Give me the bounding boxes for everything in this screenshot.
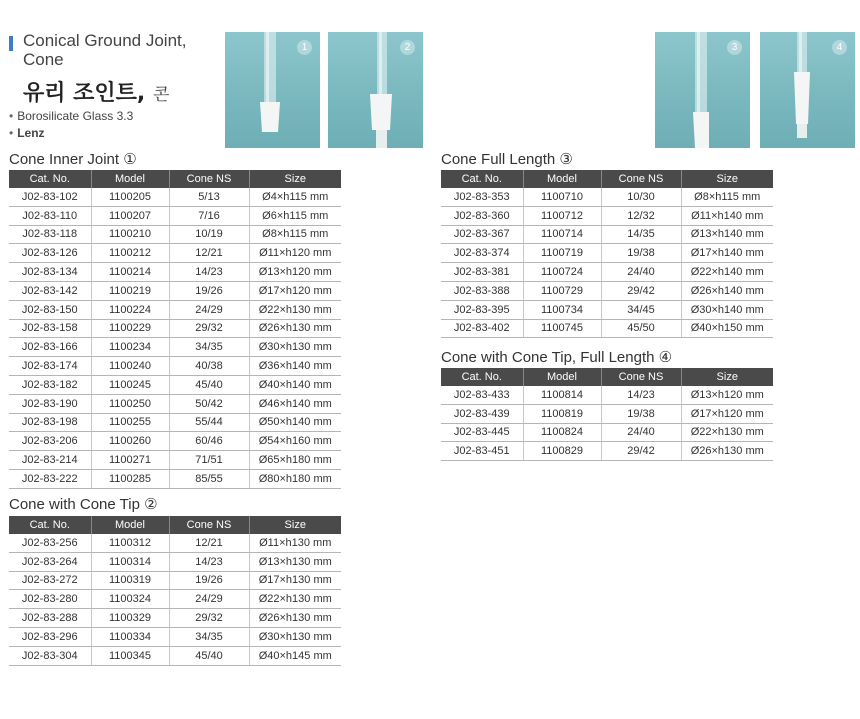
cell-model: 1100724 [523,263,601,282]
table-row [441,188,773,206]
cell-model: 1100319 [91,571,169,590]
cone-tip-table [9,516,341,666]
col-header-cat-no: Cat. No. [9,516,91,534]
cell-size: Ø26×h140 mm [681,281,773,300]
cell-cone-ns: 12/21 [169,534,249,552]
cell-cat-no: J02-83-374 [441,244,523,263]
cell-model: 1100324 [91,590,169,609]
table-row [441,225,773,244]
product-photo-1 [225,32,320,148]
cell-model: 1100712 [523,206,601,225]
spec-material-text: Borosilicate Glass 3.3 [17,109,134,123]
cell-model: 1100329 [91,609,169,628]
product-photo-2 [328,32,423,148]
cell-model: 1100710 [523,188,601,206]
product-photo-3 [655,32,750,148]
table-row [9,300,341,319]
table-row [9,469,341,488]
cell-size: Ø11×h140 mm [681,206,773,225]
cell-cone-ns: 10/19 [169,225,249,244]
cell-model: 1100345 [91,646,169,665]
cell-size: Ø46×h140 mm [249,394,341,413]
table-row [9,432,341,451]
bullet-icon: • [9,126,14,140]
cell-size: Ø8×h115 mm [681,188,773,206]
cell-size: Ø17×h120 mm [249,281,341,300]
cell-model: 1100234 [91,338,169,357]
cell-cone-ns: 14/23 [601,386,681,404]
cell-cone-ns: 45/40 [169,375,249,394]
cell-cat-no: J02-83-118 [9,225,91,244]
cell-cone-ns: 85/55 [169,469,249,488]
cell-model: 1100824 [523,423,601,442]
cell-cone-ns: 29/32 [169,319,249,338]
col-header-cone-ns: Cone NS [169,516,249,534]
cell-model: 1100240 [91,357,169,376]
spec-brand-text: Lenz [17,126,45,140]
title-accent-bar [9,36,13,51]
cell-size: Ø22×h130 mm [249,300,341,319]
cell-cone-ns: 14/35 [601,225,681,244]
cell-cat-no: J02-83-190 [9,394,91,413]
cell-cone-ns: 24/29 [169,300,249,319]
cell-cat-no: J02-83-142 [9,281,91,300]
full-length-table [441,170,773,338]
cell-cat-no: J02-83-433 [441,386,523,404]
section-title-inner-joint: Cone Inner Joint ① [9,151,137,168]
cell-cone-ns: 29/32 [169,609,249,628]
table-row [9,646,341,665]
cell-cone-ns: 19/26 [169,281,249,300]
table-row [441,319,773,338]
cell-cat-no: J02-83-360 [441,206,523,225]
cell-model: 1100212 [91,244,169,263]
product-photo-4 [760,32,855,148]
spec-brand [9,126,45,140]
cell-cat-no: J02-83-451 [441,442,523,461]
cell-cat-no: J02-83-206 [9,432,91,451]
cell-cone-ns: 24/40 [601,263,681,282]
cell-cat-no: J02-83-174 [9,357,91,376]
cell-size: Ø30×h130 mm [249,338,341,357]
cell-size: Ø13×h120 mm [249,263,341,282]
col-header-size: Size [681,170,773,188]
section-title-full-length: Cone Full Length ③ [441,151,573,168]
cell-size: Ø80×h180 mm [249,469,341,488]
cell-cone-ns: 45/40 [169,646,249,665]
cell-model: 1100255 [91,413,169,432]
cell-model: 1100271 [91,451,169,470]
cell-cone-ns: 34/35 [169,627,249,646]
table-row [9,534,341,552]
cell-cone-ns: 29/42 [601,281,681,300]
cell-model: 1100229 [91,319,169,338]
cell-cone-ns: 60/46 [169,432,249,451]
cell-cat-no: J02-83-381 [441,263,523,282]
cell-cone-ns: 12/32 [601,206,681,225]
product-title-ko [23,76,169,107]
cell-size: Ø40×h150 mm [681,319,773,338]
cell-model: 1100334 [91,627,169,646]
table-row [9,590,341,609]
table-row [9,319,341,338]
cell-cat-no: J02-83-158 [9,319,91,338]
col-header-cone-ns: Cone NS [601,170,681,188]
table-row [441,244,773,263]
cell-cat-no: J02-83-402 [441,319,523,338]
section-title-cone-tip: Cone with Cone Tip ② [9,496,158,513]
cell-model: 1100260 [91,432,169,451]
cell-size: Ø40×h145 mm [249,646,341,665]
cell-model: 1100814 [523,386,601,404]
cell-size: Ø26×h130 mm [681,442,773,461]
cell-model: 1100210 [91,225,169,244]
cell-cone-ns: 45/50 [601,319,681,338]
cell-size: Ø13×h130 mm [249,552,341,571]
cell-model: 1100224 [91,300,169,319]
photo-number: 3 [727,40,742,55]
cell-cat-no: J02-83-166 [9,338,91,357]
cell-size: Ø50×h140 mm [249,413,341,432]
col-header-cat-no: Cat. No. [441,170,523,188]
spec-material [9,109,133,123]
cell-cat-no: J02-83-395 [441,300,523,319]
cell-cat-no: J02-83-288 [9,609,91,628]
cell-cat-no: J02-83-304 [9,646,91,665]
table-row [9,451,341,470]
cell-size: Ø30×h140 mm [681,300,773,319]
col-header-size: Size [681,368,773,386]
table-row [9,206,341,225]
cell-cat-no: J02-83-272 [9,571,91,590]
table-row [9,338,341,357]
cell-size: Ø22×h130 mm [681,423,773,442]
table-row [9,571,341,590]
cell-cat-no: J02-83-102 [9,188,91,206]
cell-size: Ø8×h115 mm [249,225,341,244]
table-row [9,244,341,263]
cell-cat-no: J02-83-110 [9,206,91,225]
cell-size: Ø13×h120 mm [681,386,773,404]
table-row [9,188,341,206]
cell-model: 1100207 [91,206,169,225]
cell-size: Ø11×h120 mm [249,244,341,263]
cell-cone-ns: 19/26 [169,571,249,590]
table-row [441,386,773,404]
cell-size: Ø17×h120 mm [681,404,773,423]
table-row [441,206,773,225]
inner-joint-table [9,170,341,489]
cell-cone-ns: 55/44 [169,413,249,432]
cell-cat-no: J02-83-264 [9,552,91,571]
cell-cone-ns: 7/16 [169,206,249,225]
cell-size: Ø4×h115 mm [249,188,341,206]
cell-model: 1100312 [91,534,169,552]
table-row [9,375,341,394]
cell-cone-ns: 34/35 [169,338,249,357]
title-ko-suffix: 콘 [152,85,170,105]
title-ko-main: 유리 조인트, [23,81,146,106]
cell-model: 1100729 [523,281,601,300]
cell-size: Ø30×h130 mm [249,627,341,646]
cell-cat-no: J02-83-353 [441,188,523,206]
table-row [441,423,773,442]
title-en-line1: Conical Ground Joint, [23,31,187,50]
cell-cone-ns: 10/30 [601,188,681,206]
cell-cone-ns: 24/40 [601,423,681,442]
cell-cat-no: J02-83-445 [441,423,523,442]
col-header-size: Size [249,516,341,534]
cell-cat-no: J02-83-198 [9,413,91,432]
table-row [9,552,341,571]
cell-cone-ns: 24/29 [169,590,249,609]
cell-size: Ø40×h140 mm [249,375,341,394]
cell-cone-ns: 12/21 [169,244,249,263]
cell-model: 1100250 [91,394,169,413]
bullet-icon: • [9,109,14,123]
cell-size: Ø13×h140 mm [681,225,773,244]
col-header-model: Model [91,516,169,534]
cell-cat-no: J02-83-182 [9,375,91,394]
cell-cat-no: J02-83-388 [441,281,523,300]
table-row [9,394,341,413]
table-row [9,609,341,628]
cell-size: Ø26×h130 mm [249,319,341,338]
cell-model: 1100745 [523,319,601,338]
cell-model: 1100819 [523,404,601,423]
table-row [441,442,773,461]
cell-cat-no: J02-83-296 [9,627,91,646]
section-title-tip-full-length: Cone with Cone Tip, Full Length ④ [441,349,673,366]
cell-cone-ns: 50/42 [169,394,249,413]
cell-model: 1100734 [523,300,601,319]
cell-cat-no: J02-83-126 [9,244,91,263]
cell-cat-no: J02-83-367 [441,225,523,244]
col-header-cat-no: Cat. No. [441,368,523,386]
col-header-cone-ns: Cone NS [601,368,681,386]
cell-size: Ø22×h140 mm [681,263,773,282]
cell-cone-ns: 19/38 [601,244,681,263]
cell-size: Ø65×h180 mm [249,451,341,470]
cell-cat-no: J02-83-280 [9,590,91,609]
cell-size: Ø6×h115 mm [249,206,341,225]
cell-size: Ø26×h130 mm [249,609,341,628]
table-row [9,413,341,432]
table-row [441,263,773,282]
col-header-model: Model [523,368,601,386]
cell-size: Ø54×h160 mm [249,432,341,451]
cell-cat-no: J02-83-256 [9,534,91,552]
cell-cat-no: J02-83-214 [9,451,91,470]
cell-cone-ns: 5/13 [169,188,249,206]
cell-cone-ns: 14/23 [169,552,249,571]
cell-size: Ø36×h140 mm [249,357,341,376]
cell-model: 1100245 [91,375,169,394]
cell-model: 1100829 [523,442,601,461]
cell-cat-no: J02-83-222 [9,469,91,488]
cell-cone-ns: 40/38 [169,357,249,376]
cell-cone-ns: 19/38 [601,404,681,423]
cell-cone-ns: 71/51 [169,451,249,470]
cell-cone-ns: 29/42 [601,442,681,461]
table-row [9,225,341,244]
product-title-en [23,31,186,69]
table-row [441,281,773,300]
cell-cat-no: J02-83-134 [9,263,91,282]
table-row [441,404,773,423]
col-header-model: Model [91,170,169,188]
cell-model: 1100285 [91,469,169,488]
cell-model: 1100719 [523,244,601,263]
cell-cone-ns: 34/45 [601,300,681,319]
cell-cat-no: J02-83-439 [441,404,523,423]
cell-size: Ø11×h130 mm [249,534,341,552]
col-header-cat-no: Cat. No. [9,170,91,188]
table-row [9,627,341,646]
photo-number: 1 [297,40,312,55]
cell-size: Ø17×h130 mm [249,571,341,590]
cell-model: 1100314 [91,552,169,571]
photo-number: 2 [400,40,415,55]
table-row [9,357,341,376]
cell-model: 1100214 [91,263,169,282]
cell-model: 1100714 [523,225,601,244]
col-header-size: Size [249,170,341,188]
table-row [9,263,341,282]
cell-model: 1100205 [91,188,169,206]
cell-model: 1100219 [91,281,169,300]
cell-cone-ns: 14/23 [169,263,249,282]
cell-size: Ø22×h130 mm [249,590,341,609]
title-en-line2: Cone [23,50,64,69]
photo-number: 4 [832,40,847,55]
cell-size: Ø17×h140 mm [681,244,773,263]
tip-full-length-table [441,368,773,461]
col-header-model: Model [523,170,601,188]
cell-cat-no: J02-83-150 [9,300,91,319]
table-row [441,300,773,319]
table-row [9,281,341,300]
col-header-cone-ns: Cone NS [169,170,249,188]
